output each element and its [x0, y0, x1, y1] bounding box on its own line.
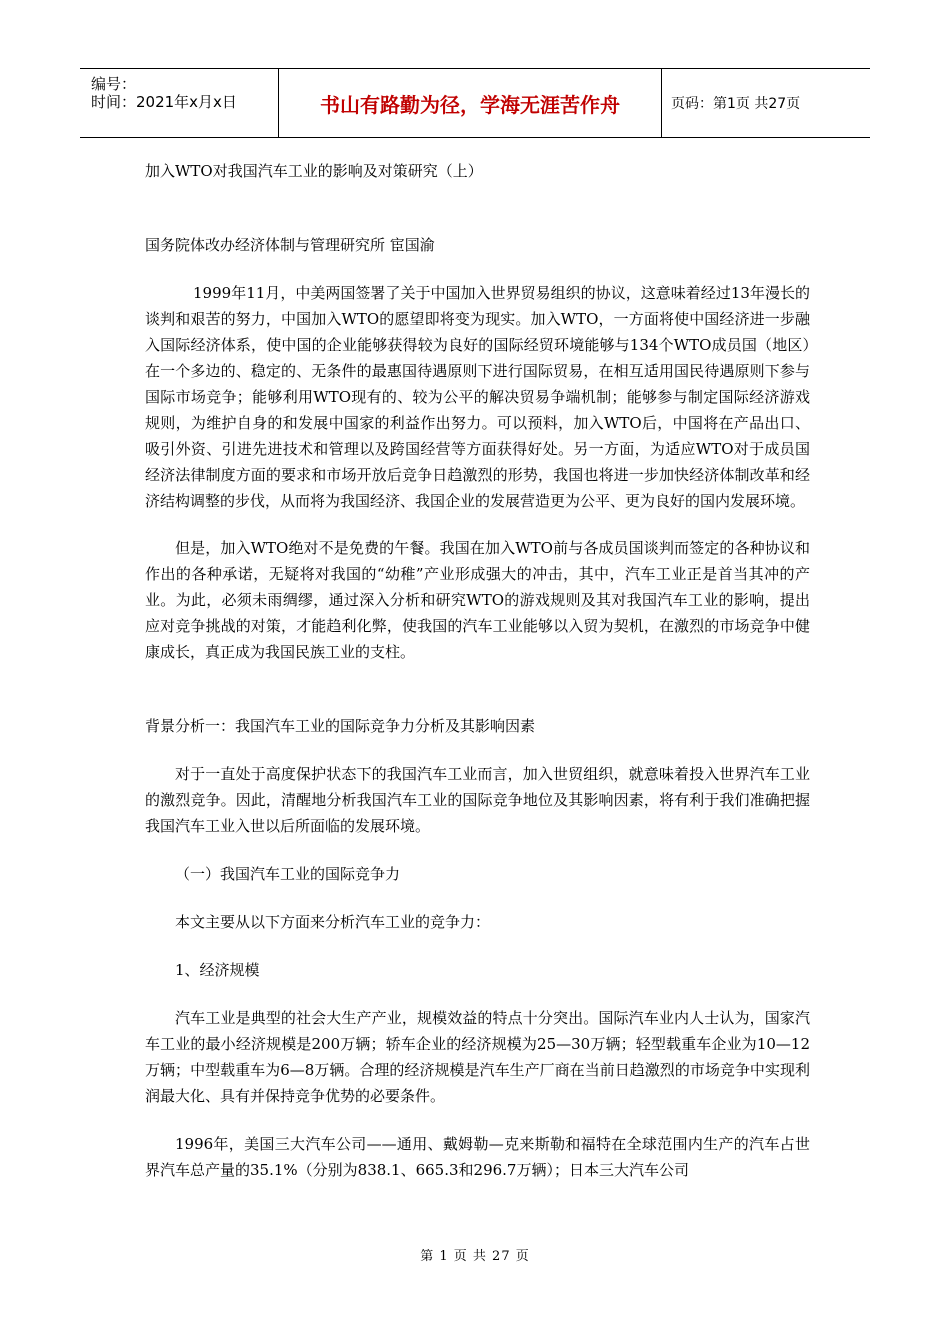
document-title: 加入WTO对我国汽车工业的影响及对策研究（上） [145, 162, 483, 180]
paragraph: 1996年，美国三大汽车公司——通用、戴姆勒—克来斯勒和福特在全球范围内生产的汽车占世界汽车总产量的35.1%（分别为838.1、665.3和296.7万辆）；日本三大汽车公司 [145, 1135, 810, 1179]
page-header [80, 68, 870, 138]
subsection-heading: （一）我国汽车工业的国际竞争力 [175, 865, 401, 883]
document-body [145, 150, 810, 1183]
paragraph: 汽车工业是典型的社会大生产产业，规模效益的特点十分突出。国际汽车业内人士认为，国家汽车工业的最小经济规模是200万辆；轿车企业的经济规模为25—30万辆；轻型载重车企业为10—12万辆；中型载重车为6—8万辆。合理的经济规模是汽车生产厂商在当前日趋激烈的市场竞争中实现利润最大化、具有并保持竞争优势的必要条件。 [145, 1009, 810, 1105]
page-footer: 第 1 页 共 27 页 [420, 1249, 530, 1264]
paragraph: 但是，加入WTO绝对不是免费的午餐。我国在加入WTO前与各成员国谈判而签定的各种协议和作出的各种承诺，无疑将对我国的“幼稚”产业形成强大的冲击，其中，汽车工业正是首当其冲的产业。为此，必须未雨绸缪，通过深入分析和研究WTO的游戏规则及其对我国汽车工业的影响，提出应对竞争挑战的对策，才能趋利化弊，使我国的汽车工业能够以入贸为契机，在激烈的市场竞争中健康成长，真正成为我国民族工业的支柱。 [145, 539, 810, 661]
header-motto: 书山有路勤为径，学海无涯苦作舟 [279, 69, 662, 137]
paragraph: 对于一直处于高度保护状态下的我国汽车工业而言，加入世贸组织，就意味着投入世界汽车工业的激烈竞争。因此，清醒地分析我国汽车工业的国际竞争地位及其影响因素，将有利于我们准确把握我国汽车工业入世以后所面临的发展环境。 [145, 765, 810, 835]
code-label: 编号： [91, 75, 137, 93]
header-page-info: 页码：第1页 共27页 [671, 96, 801, 112]
subsection-heading: 1、经济规模 [175, 961, 260, 979]
paragraph: 1999年11月，中美两国签署了关于中国加入世界贸易组织的协议，这意味着经过13年漫长的谈判和艰苦的努力，中国加入WTO的愿望即将变为现实。加入WTO，一方面将使中国经济进一步融入国际经济体系，使中国的企业能够获得较为良好的国际经贸环境能够与134个WTO成员国（地区）在一个多边的、稳定的、无条件的最惠国待遇原则下进行国际贸易，在相互适用国民待遇原则下参与国际市场竞争；能够利用WTO现有的、较为公平的解决贸易争端机制；能够参与制定国际经济游戏规则，为维护自身的和发展中国家的利益作出努力。可以预料，加入WTO后，中国将在产品出口、吸引外资、引进先进技术和管理以及跨国经营等方面获得好处。另一方面，为适应WTO对于成员国经济法律制度方面的要求和市场开放后竞争日趋激烈的形势，我国也将进一步加快经济体制改革和经济结构调整的步伐，从而将为我国经济、我国企业的发展营造更为公平、更为良好的国内发展环境。 [145, 284, 810, 510]
section-heading: 背景分析一：我国汽车工业的国际竞争力分析及其影响因素 [145, 717, 536, 735]
document-author: 国务院体改办经济体制与管理研究所 宦国渝 [145, 236, 435, 254]
date-label: 时间：2021年x月x日 [91, 93, 237, 111]
header-meta-cell [80, 69, 279, 137]
paragraph: 本文主要从以下方面来分析汽车工业的竞争力： [175, 913, 491, 931]
